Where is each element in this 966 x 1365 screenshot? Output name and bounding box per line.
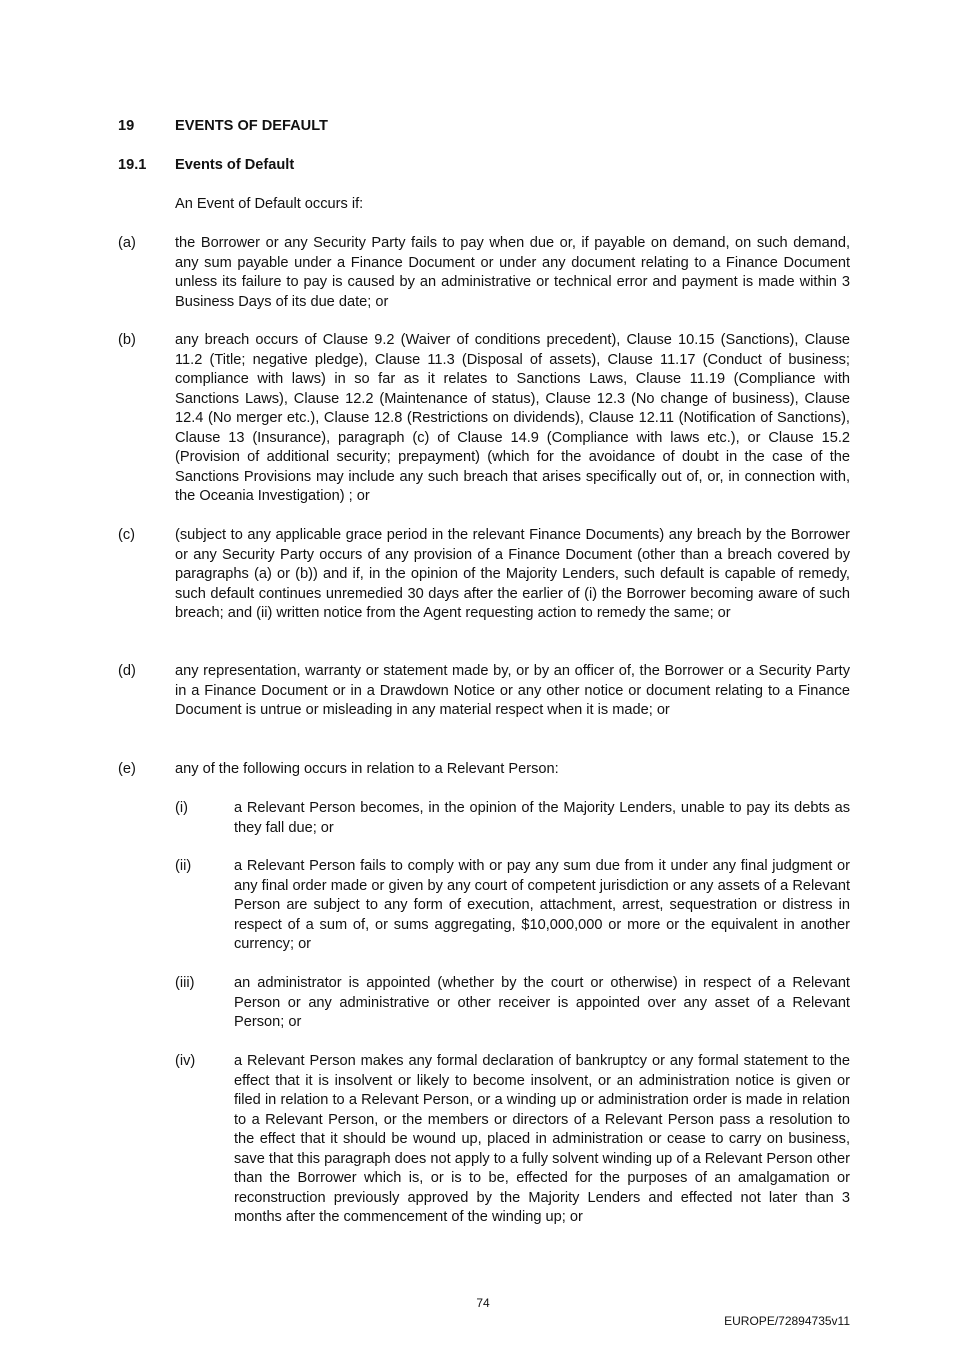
item-label: (b): [118, 332, 136, 348]
item-text: any breach occurs of Clause 9.2 (Waiver of conditions precedent), Clause 10.15 (Sanctions), Clause 11.2 (Title; negative pledge), Clause 11.3 (Disposal of assets), Clause 11.17 (Conduct of business; compliance with laws) in so far as it relates to Sanctions Laws, Clause 11.19 (Compliance with Sanctions Laws), Clause 12.2 (Maintenance of status), Clause 12.3 (No change of business), Clause 12.4 (No merger etc.), Clause 12.8 (Restrictions on dividends), Clause 12.11 (Notification of Sanctions), Clause 13 (Insurance), paragraph (c) of Clause 14.9 (Compliance with laws etc.), or Clause 15.2 (Provision of additional security; prepayment) (which for the avoidance of doubt in the case of the Sanctions Provisions may include any such breach that arises specifically out of, or, in connection with, the Oceania Investigation) ; or: [175, 332, 850, 504]
item-label: (a): [118, 235, 136, 251]
page-number: 74: [476, 1296, 490, 1310]
item-text: (subject to any applicable grace period in the relevant Finance Documents) any breach by the Borrower or any Security Party occurs of any provision of a Finance Document (other than a breach covered by paragraphs (a) or (b)) and if, in the opinion of the Majority Lenders, such default is capable of remedy, such default continues unremedied 30 days after the earlier of (i) the Borrower becoming aware of such breach; and (ii) written notice from the Agent requesting action to remedy the same; or: [175, 527, 850, 621]
item-text: any of the following occurs in relation to a Relevant Person:: [175, 761, 559, 777]
item-label: (c): [118, 527, 136, 543]
subitem-text: a Relevant Person makes any formal declaration of bankruptcy or any formal statement to the effect that it is insolvent or likely to become insolvent, or an administration notice is given or filed in relation to a Relevant Person, or a winding up or administration order is made in relation to a Relevant Person, or the members or directors of a Relevant Person pass a resolution to the effect that it should be wound up, placed in administration or cease to carry on business, save that this paragraph does not apply to a fully solvent winding up of a Relevant Person other than the Borrower which is, or is to be, effected for the purposes of an amalgamation or reconstruction previously approved by the Majority Lenders and effected not later than 3 months after the commencement of the winding up; or: [234, 1053, 850, 1225]
document-reference: EUROPE/72894735v11: [724, 1314, 850, 1328]
subitem-label: (iii): [175, 975, 195, 991]
subitem-label: (i): [175, 800, 188, 816]
subsection-title: Events of Default: [175, 157, 295, 173]
subitem-text: an administrator is appointed (whether by the court or otherwise) in respect of a Relevant Person or any administrative or other receiver is appointed over any asset of a Relevant Person; or: [234, 975, 850, 1030]
subitem-label: (iv): [175, 1053, 196, 1069]
subitem-label: (ii): [175, 858, 192, 874]
item-label: (e): [118, 761, 136, 777]
section-number: 19: [118, 118, 135, 134]
item-text: any representation, warranty or statement made by, or by an officer of, the Borrower or a Security Party in a Finance Document or in a Drawdown Notice or any other notice or document relating to a Finance Document is untrue or misleading in any material respect when it is made; or: [175, 663, 850, 718]
subsection-number: 19.1: [118, 157, 147, 173]
subitem-text: a Relevant Person fails to comply with or pay any sum due from it under any final judgment or any final order made or given by any court of competent jurisdiction or any assets of a Relevant Person are subject to any form of execution, attachment, arrest, sequestration or distress in respect of a sum of, or sums aggregating, $10,000,000 or more or the equivalent in another currency; or: [234, 858, 850, 952]
item-text: the Borrower or any Security Party fails to pay when due or, if payable on demand, on such demand, any sum payable under a Finance Document or under any document relating to a Finance Document unless its failure to pay is caused by an administrative or technical error and payment is made within 3 Business Days of its due date; or: [175, 235, 850, 310]
intro-text: An Event of Default occurs if:: [175, 196, 364, 212]
item-label: (d): [118, 663, 136, 679]
subitem-text: a Relevant Person becomes, in the opinion of the Majority Lenders, unable to pay its debts as they fall due; or: [234, 800, 850, 836]
section-title: EVENTS OF DEFAULT: [175, 118, 328, 134]
